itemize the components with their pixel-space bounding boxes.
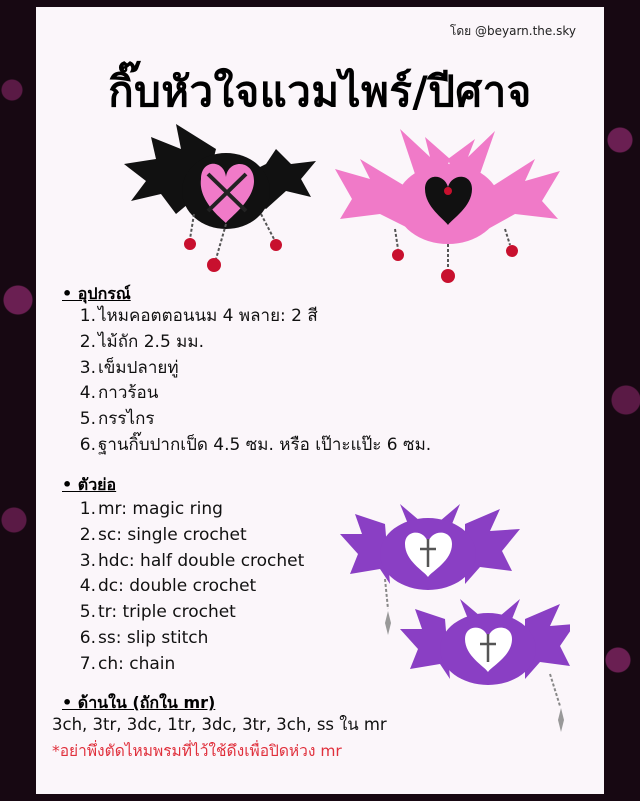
abbreviations-heading: • ตัวย่อ	[62, 475, 117, 494]
list-item: 6. ฐานกิ๊บปากเป็ด 4.5 ซม. หรือ เป๊าะแป๊ะ 6 ซม.	[79, 434, 432, 455]
pink-bat-clip-photo	[330, 119, 566, 291]
list-item: 3. เข็มปลายทู่	[79, 357, 179, 378]
list-item: 3. hdc: half double crochet	[79, 550, 305, 571]
page-title: กิ๊บหัวใจแวมไพร์/ปีศาจ	[108, 67, 532, 116]
abbreviations-list	[78, 497, 304, 678]
warning-note: *อย่าพึ่งตัดไหมพรมที่ไว้ใช้ดึงเพื่อปิดห่วง mr	[52, 742, 342, 760]
list-item: 4. กาวร้อน	[79, 383, 159, 404]
list-item: 2. sc: single crochet	[79, 524, 247, 545]
inside-heading: • ด้านใน (ถักใน mr)	[62, 693, 216, 712]
list-item: 5. tr: triple crochet	[79, 602, 236, 623]
recipe-card	[36, 7, 604, 794]
materials-list	[78, 304, 431, 459]
list-item: 4. dc: double crochet	[79, 576, 257, 597]
author-credit: โดย @beyarn.the.sky	[449, 24, 576, 38]
list-item: 5. กรรไกร	[79, 409, 155, 430]
list-item: 1. mr: magic ring	[79, 499, 223, 519]
inside-pattern: 3ch, 3tr, 3dc, 1tr, 3dc, 3tr, 3ch, ss ใน mr	[52, 715, 387, 734]
list-item: 7. ch: chain	[79, 653, 176, 674]
materials-heading: • อุปกรณ์	[62, 284, 131, 303]
black-bat-clip-photo	[116, 119, 322, 287]
list-item: 2. ไม้ถัก 2.5 มม.	[79, 331, 205, 352]
list-item: 1. ไหมคอตตอนนม 4 พลาย: 2 สี	[79, 306, 318, 326]
list-item: 6. ss: slip stitch	[79, 627, 209, 648]
